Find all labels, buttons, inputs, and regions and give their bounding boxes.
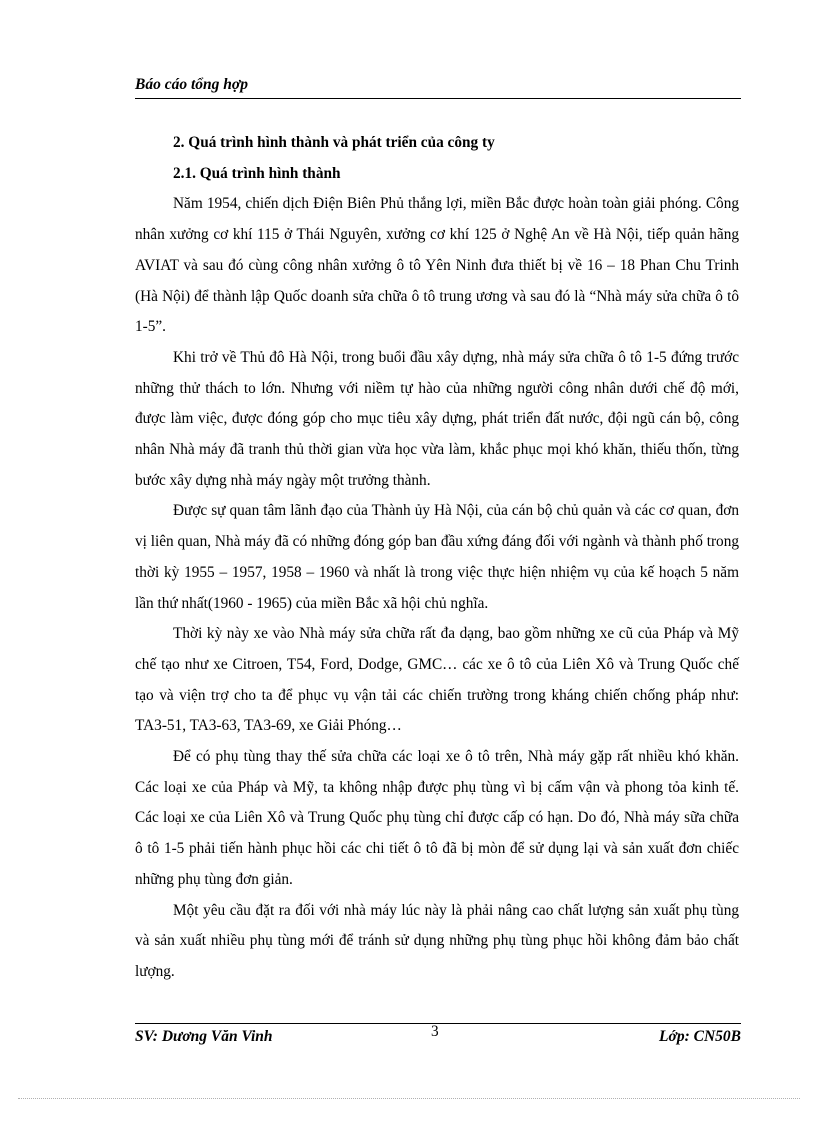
paragraph: Được sự quan tâm lãnh đạo của Thành ủy Hà Nội, của cán bộ chủ quản và các cơ quan, đơn vị liên quan, Nhà máy đã có những đóng góp ban đầu xứng đáng đối với ngành và thành phố trong thời kỳ 1955 – 1957, 1958 – 1960 và nhất là trong việc thực hiện nhiệm vụ của kế hoạch 5 năm lần thứ nhất(1960 - 1965) của miền Bắc xã hội chủ nghĩa.	[135, 502, 739, 612]
paragraph: Để có phụ tùng thay thế sửa chữa các loại xe ô tô trên, Nhà máy gặp rất nhiều khó khăn. Các loại xe của Pháp và Mỹ, ta không nhập được phụ tùng vì bị cấm vận và phong tỏa kinh tế. Các loại xe của Liên Xô và Trung Quốc phụ tùng chỉ được cấp có hạn. Do đó, Nhà máy sữa chữa ô tô 1-5 phải tiến hành phục hồi các chi tiết ô tô đã bị mòn để sử dụng lại và sản xuất đơn chiếc những phụ tùng đơn giản.	[135, 748, 739, 888]
section-heading: 2. Quá trình hình thành và phát triển của công ty	[173, 134, 495, 151]
footer-class: Lớp: CN50B	[659, 1028, 741, 1045]
footer-student-name: SV: Dương Văn Vinh	[135, 1028, 273, 1045]
paragraph: Khi trở về Thủ đô Hà Nội, trong buổi đầu xây dựng, nhà máy sửa chữa ô tô 1-5 đứng trước những thử thách to lớn. Nhưng với niềm tự hào của những người công nhân dưới chế độ mới, được làm việc, được đóng góp cho mục tiêu xây dựng, phát triển đất nước, đội ngũ cán bộ, công nhân Nhà máy đã tranh thủ thời gian vừa học vừa làm, khắc phục mọi khó khăn, thiếu thốn, từng bước xây dựng nhà máy ngày một trưởng thành.	[135, 348, 739, 489]
paragraph: Năm 1954, chiến dịch Điện Biên Phủ thắng lợi, miền Bắc được hoàn toàn giải phóng. Công nhân xưởng cơ khí 115 ở Thái Nguyên, xưởng cơ khí 125 ở Nghệ An về Hà Nội, tiếp quản hãng AVIAT và sau đó cùng công nhân xưởng ô tô Yên Ninh đưa thiết bị về 16 – 18 Phan Chu Trinh (Hà Nội) để thành lập Quốc doanh sửa chữa ô tô trung ương và sau đó là “Nhà máy sửa chữa ô tô 1-5”.	[135, 195, 739, 336]
subsection-heading: 2.1. Quá trình hình thành	[173, 164, 341, 182]
page-body	[135, 128, 739, 988]
page-boundary-divider	[18, 1098, 800, 1099]
page-footer	[135, 1023, 741, 1054]
paragraph: Một yêu cầu đặt ra đối với nhà máy lúc này là phải nâng cao chất lượng sản xuất phụ tùng và sản xuất nhiều phụ tùng mới để tránh sử dụng những phụ tùng phục hồi không đảm bảo chất lượng.	[135, 901, 739, 980]
page-number: 3	[431, 1023, 439, 1040]
paragraph: Thời kỳ này xe vào Nhà máy sửa chữa rất đa dạng, bao gồm những xe cũ của Pháp và Mỹ chế tạo như xe Citroen, T54, Ford, Dodge, GMC… các xe ô tô của Liên Xô và Trung Quốc chế tạo và viện trợ cho ta để phục vụ vận tải các chiến trường trong kháng chiến chống pháp như: TA3-51, TA3-63, TA3-69, xe Giải Phóng…	[135, 625, 739, 735]
page-header	[135, 74, 741, 99]
header-title: Báo cáo tổng hợp	[135, 76, 248, 93]
